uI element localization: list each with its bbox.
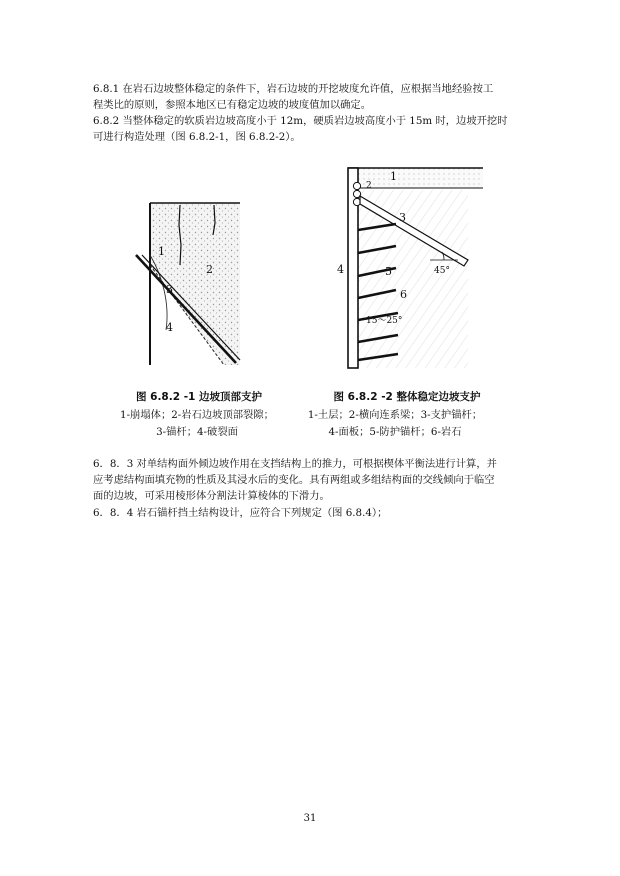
section-6-8-2-line2: 可进行构造处理（图 6.8.2-1，图 6.8.2-2）。 bbox=[93, 131, 301, 143]
fig2-label-3: 3 bbox=[399, 211, 406, 224]
fig2-label-1: 1 bbox=[390, 170, 397, 183]
fig1-label-1: 1 bbox=[158, 245, 165, 258]
fig2-label-2: 2 bbox=[366, 181, 372, 191]
figure1-legend-line1: 1-崩塌体；2-岩石边坡顶部裂隙； bbox=[120, 409, 274, 421]
section-6-8-3 bbox=[93, 456, 533, 504]
figure-overall-stable-slope-support bbox=[318, 158, 488, 373]
section-6-8-3-line2: 应考虑结构面填充物的性质及其浸水后的变化。具有两组或多组结构面的交线倾向于临空 bbox=[93, 474, 495, 486]
figure1-legend-line2: 3-锚杆；4-破裂面 bbox=[156, 426, 238, 438]
figure2-legend-line2: 4-面板；5-防护锚杆；6-岩石 bbox=[328, 426, 462, 438]
section-6-8-1 bbox=[93, 81, 533, 113]
figure2-legend-line1: 1-土层；2-横向连系梁；3-支护锚杆； bbox=[307, 409, 483, 421]
angle-label-15-25: 15～25° bbox=[366, 316, 403, 326]
fig1-label-3: 3 bbox=[166, 283, 173, 296]
fig1-label-4: 4 bbox=[166, 321, 173, 334]
figure-slope-top-support bbox=[128, 195, 248, 370]
figure1-caption: 图 6.8.2 -1 边坡顶部支护 bbox=[135, 391, 263, 403]
section-6-8-4-line1: 6．8．4 岩石锚杆挡土结构设计，应符合下列规定（图 6.8.4）； bbox=[93, 507, 388, 519]
section-6-8-1-line2: 程类比的原则，参照本地区已有稳定边坡的坡度值加以确定。 bbox=[93, 99, 372, 111]
section-6-8-4 bbox=[93, 505, 533, 521]
fig2-label-6: 6 bbox=[400, 288, 407, 301]
fig2-label-4: 4 bbox=[337, 263, 344, 276]
fig2-label-5: 5 bbox=[385, 265, 392, 278]
section-6-8-3-line3: 面的边坡，可采用棱形体分割法计算棱体的下滑力。 bbox=[93, 490, 330, 502]
angle-label-45: 45° bbox=[434, 266, 450, 276]
section-6-8-2-line1: 6.8.2 当整体稳定的软质岩边坡高度小于 12m，硬质岩边坡高度小于 15m 时，边坡开挖时 bbox=[93, 115, 508, 127]
section-6-8-3-line1: 6．8．3 对单结构面外倾边坡作用在支挡结构上的推力，可根据楔体平衡法进行计算，并 bbox=[93, 458, 497, 470]
tie-beam-circle-1 bbox=[353, 182, 360, 189]
section-6-8-1-line1: 6.8.1 在岩石边坡整体稳定的条件下，岩石边坡的开挖坡度允许值，应根据当地经验按工 bbox=[93, 83, 494, 95]
section-6-8-2 bbox=[93, 113, 533, 145]
rock-body bbox=[358, 190, 468, 368]
fig1-label-2: 2 bbox=[206, 263, 213, 276]
figure2-caption: 图 6.8.2 -2 整体稳定边坡支护 bbox=[333, 391, 481, 403]
page-number: 31 bbox=[303, 813, 317, 824]
